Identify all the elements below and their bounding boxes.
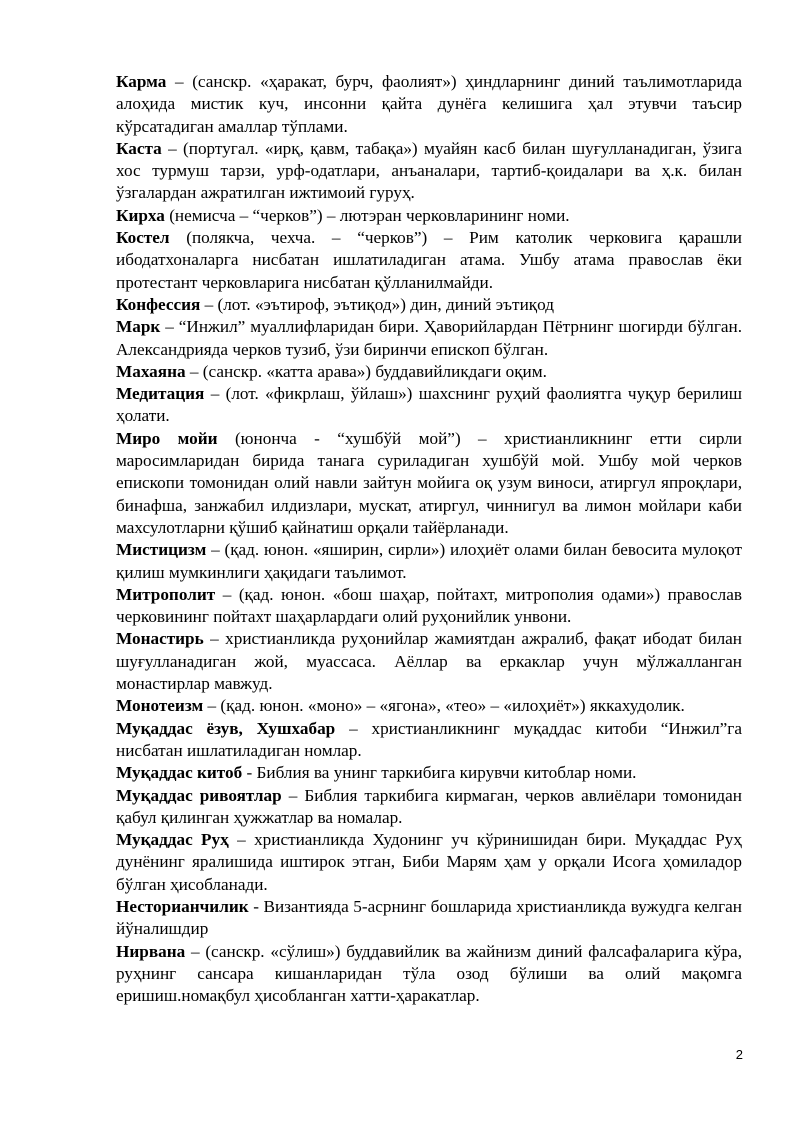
glossary-term: Монотеизм	[116, 696, 204, 716]
glossary-definition: – (қад. юнон. «бош шаҳар, пойтахт, митрополия одами») православ черковининг пойтахт шаҳарлардаги олий руҳонийлик унвони.	[116, 584, 742, 627]
glossary-entry	[116, 361, 742, 383]
glossary-definition: – (санскр. «сўлиш») буддавийлик ва жайнизм диний фалсафаларига кўра, руҳнинг сансара кишанларидан тўла озод бўлиши ва олий мақомга еришиш.номақбул ҳисобланган хатти-ҳаракатлар.	[116, 941, 742, 1006]
glossary-definition: (полякча, чехча. – “черков”) – Рим католик черковига қарашли ибодатхоналарга нисбатан ишлатиладиган атама. Ушбу атама православ ёки протестант черковларига нисбатан қўлланилмайди.	[116, 228, 742, 292]
glossary-term: Медитация	[116, 384, 205, 404]
glossary-entry	[116, 227, 742, 294]
glossary-term: Кирха	[116, 205, 165, 225]
glossary-term: Миро мойи	[116, 428, 218, 448]
glossary-entry	[116, 316, 742, 361]
glossary-entry	[116, 695, 742, 717]
glossary-term: Конфессия	[116, 294, 201, 314]
glossary-definition: – (санскр. «ҳаракат, бурч, фаолият») ҳиндларнинг диний таълимотларида алоҳида мистик куч, инсонни қайта дунёга келишига ҳал этувчи таъсир кўрсатадиган амаллар тўплами.	[116, 72, 742, 136]
glossary-definition: – (қад. юнон. «моно» – «ягона», «тео» – «илоҳиёт») яккахудолик.	[203, 696, 685, 716]
glossary-page	[116, 71, 742, 1007]
glossary-term: Махаяна	[116, 361, 186, 381]
glossary-term: Карма	[116, 72, 167, 91]
glossary-term: Нирвана	[116, 941, 186, 961]
glossary-term: Монастирь	[116, 629, 204, 649]
glossary-term: Муқаддас ривоятлар	[116, 785, 282, 805]
glossary-definition: – “Инжил” муаллифларидан бири. Ҳаворийлардан Пётрнинг шогирди бўлган. Александрияда черков тузиб, ўзи биринчи епископ бўлган.	[116, 317, 742, 359]
glossary-entry	[116, 829, 742, 896]
glossary-entry	[116, 762, 742, 784]
glossary-definition: - Библия ва унинг таркибига кирувчи китоблар номи.	[242, 763, 637, 783]
glossary-term: Мистицизм	[116, 540, 207, 560]
glossary-definition: – (лот. «эътироф, эътиқод») дин, диний эътиқод	[200, 294, 554, 314]
glossary-entry	[116, 718, 742, 763]
glossary-term: Муқаддас китоб	[116, 763, 243, 783]
glossary-definition: (немисча – “черков”) – лютэран черковларининг номи.	[164, 205, 570, 225]
glossary-entry	[116, 205, 742, 227]
glossary-term: Марк	[116, 317, 161, 337]
glossary-term: Каста	[116, 138, 162, 158]
glossary-term: Костел	[116, 228, 170, 248]
glossary-entry	[116, 785, 742, 830]
glossary-term: Несторианчилик	[116, 896, 249, 916]
glossary-entry	[116, 71, 742, 138]
glossary-entry	[116, 539, 742, 584]
glossary-term: Муқаддас Руҳ	[116, 830, 229, 850]
glossary-entry	[116, 428, 742, 539]
glossary-definition: – (қад. юнон. «яширин, сирли») илоҳиёт олами билан бевосита мулоқот қилиш мумкинлиги ҳақидаги таълимот.	[116, 540, 742, 582]
page-number: 2	[735, 1047, 743, 1062]
glossary-definition: – христианликнинг муқаддас китоби “Инжил”га нисбатан ишлатиладиган номлар.	[116, 718, 742, 760]
glossary-term: Митрополит	[116, 584, 216, 604]
glossary-definition: – Библия таркибига кирмаган, черков авлиёлари томонидан қабул қилинган ҳужжатлар ва номалар.	[116, 785, 742, 827]
glossary-entry	[116, 383, 742, 428]
glossary-entry	[116, 628, 742, 695]
glossary-entry	[116, 294, 742, 316]
glossary-definition: - Византияда 5-асрнинг бошларида христианликда вужудга келган йўналишдир	[116, 896, 742, 939]
glossary-definition: (юнонча - “хушбўй мой”) – христианликнинг етти сирли маросимларидан бирида танага суриладиган хушбўй мой. Ушбу мой черков епископи томонидан олий навли зайтун мойига оқ узум виноси, атиргул япроқлари, бинафша, занжабил илдизлари, мускат, атиргул, чиннигул ва лимон мойлари каби махсулотларни қўшиб қайнатиш орқали тайёрланади.	[116, 428, 742, 537]
glossary-entry	[116, 584, 742, 629]
glossary-definition: – христианликда руҳонийлар жамиятдан ажралиб, фақат ибодат билан шуғулланадиган жой, муассаса. Аёллар ва еркаклар учун мўлжалланган монастирлар мавжуд.	[116, 629, 742, 694]
glossary-entry	[116, 896, 742, 941]
glossary-definition: – (лот. «фикрлаш, ўйлаш») шахснинг руҳий фаолиятга чуқур берилиш ҳолати.	[116, 384, 742, 426]
glossary-entry	[116, 941, 742, 1008]
glossary-definition: – (португал. «ирқ, қавм, табақа») муайян касб билан шуғулланадиган, ўзига хос турмуш тарзи, урф-одатлари, анъаналари, тартиб-қоидалари ва ҳ.к. билан ўзгалардан ажратилган ижтимоий гуруҳ.	[116, 138, 742, 203]
glossary-definition: – (санскр. «катта арава») буддавийликдаги оқим.	[185, 361, 547, 381]
glossary-definition: – христианликда Худонинг уч кўринишидан бири. Муқаддас Руҳ дунёнинг яралишида иштирок этган, Биби Марям ҳам у орқали Исога ҳомиладор бўлган ҳисобланади.	[116, 830, 742, 894]
glossary-term: Муқаддас ёзув, Хушхабар	[116, 718, 336, 738]
glossary-entry	[116, 138, 742, 205]
